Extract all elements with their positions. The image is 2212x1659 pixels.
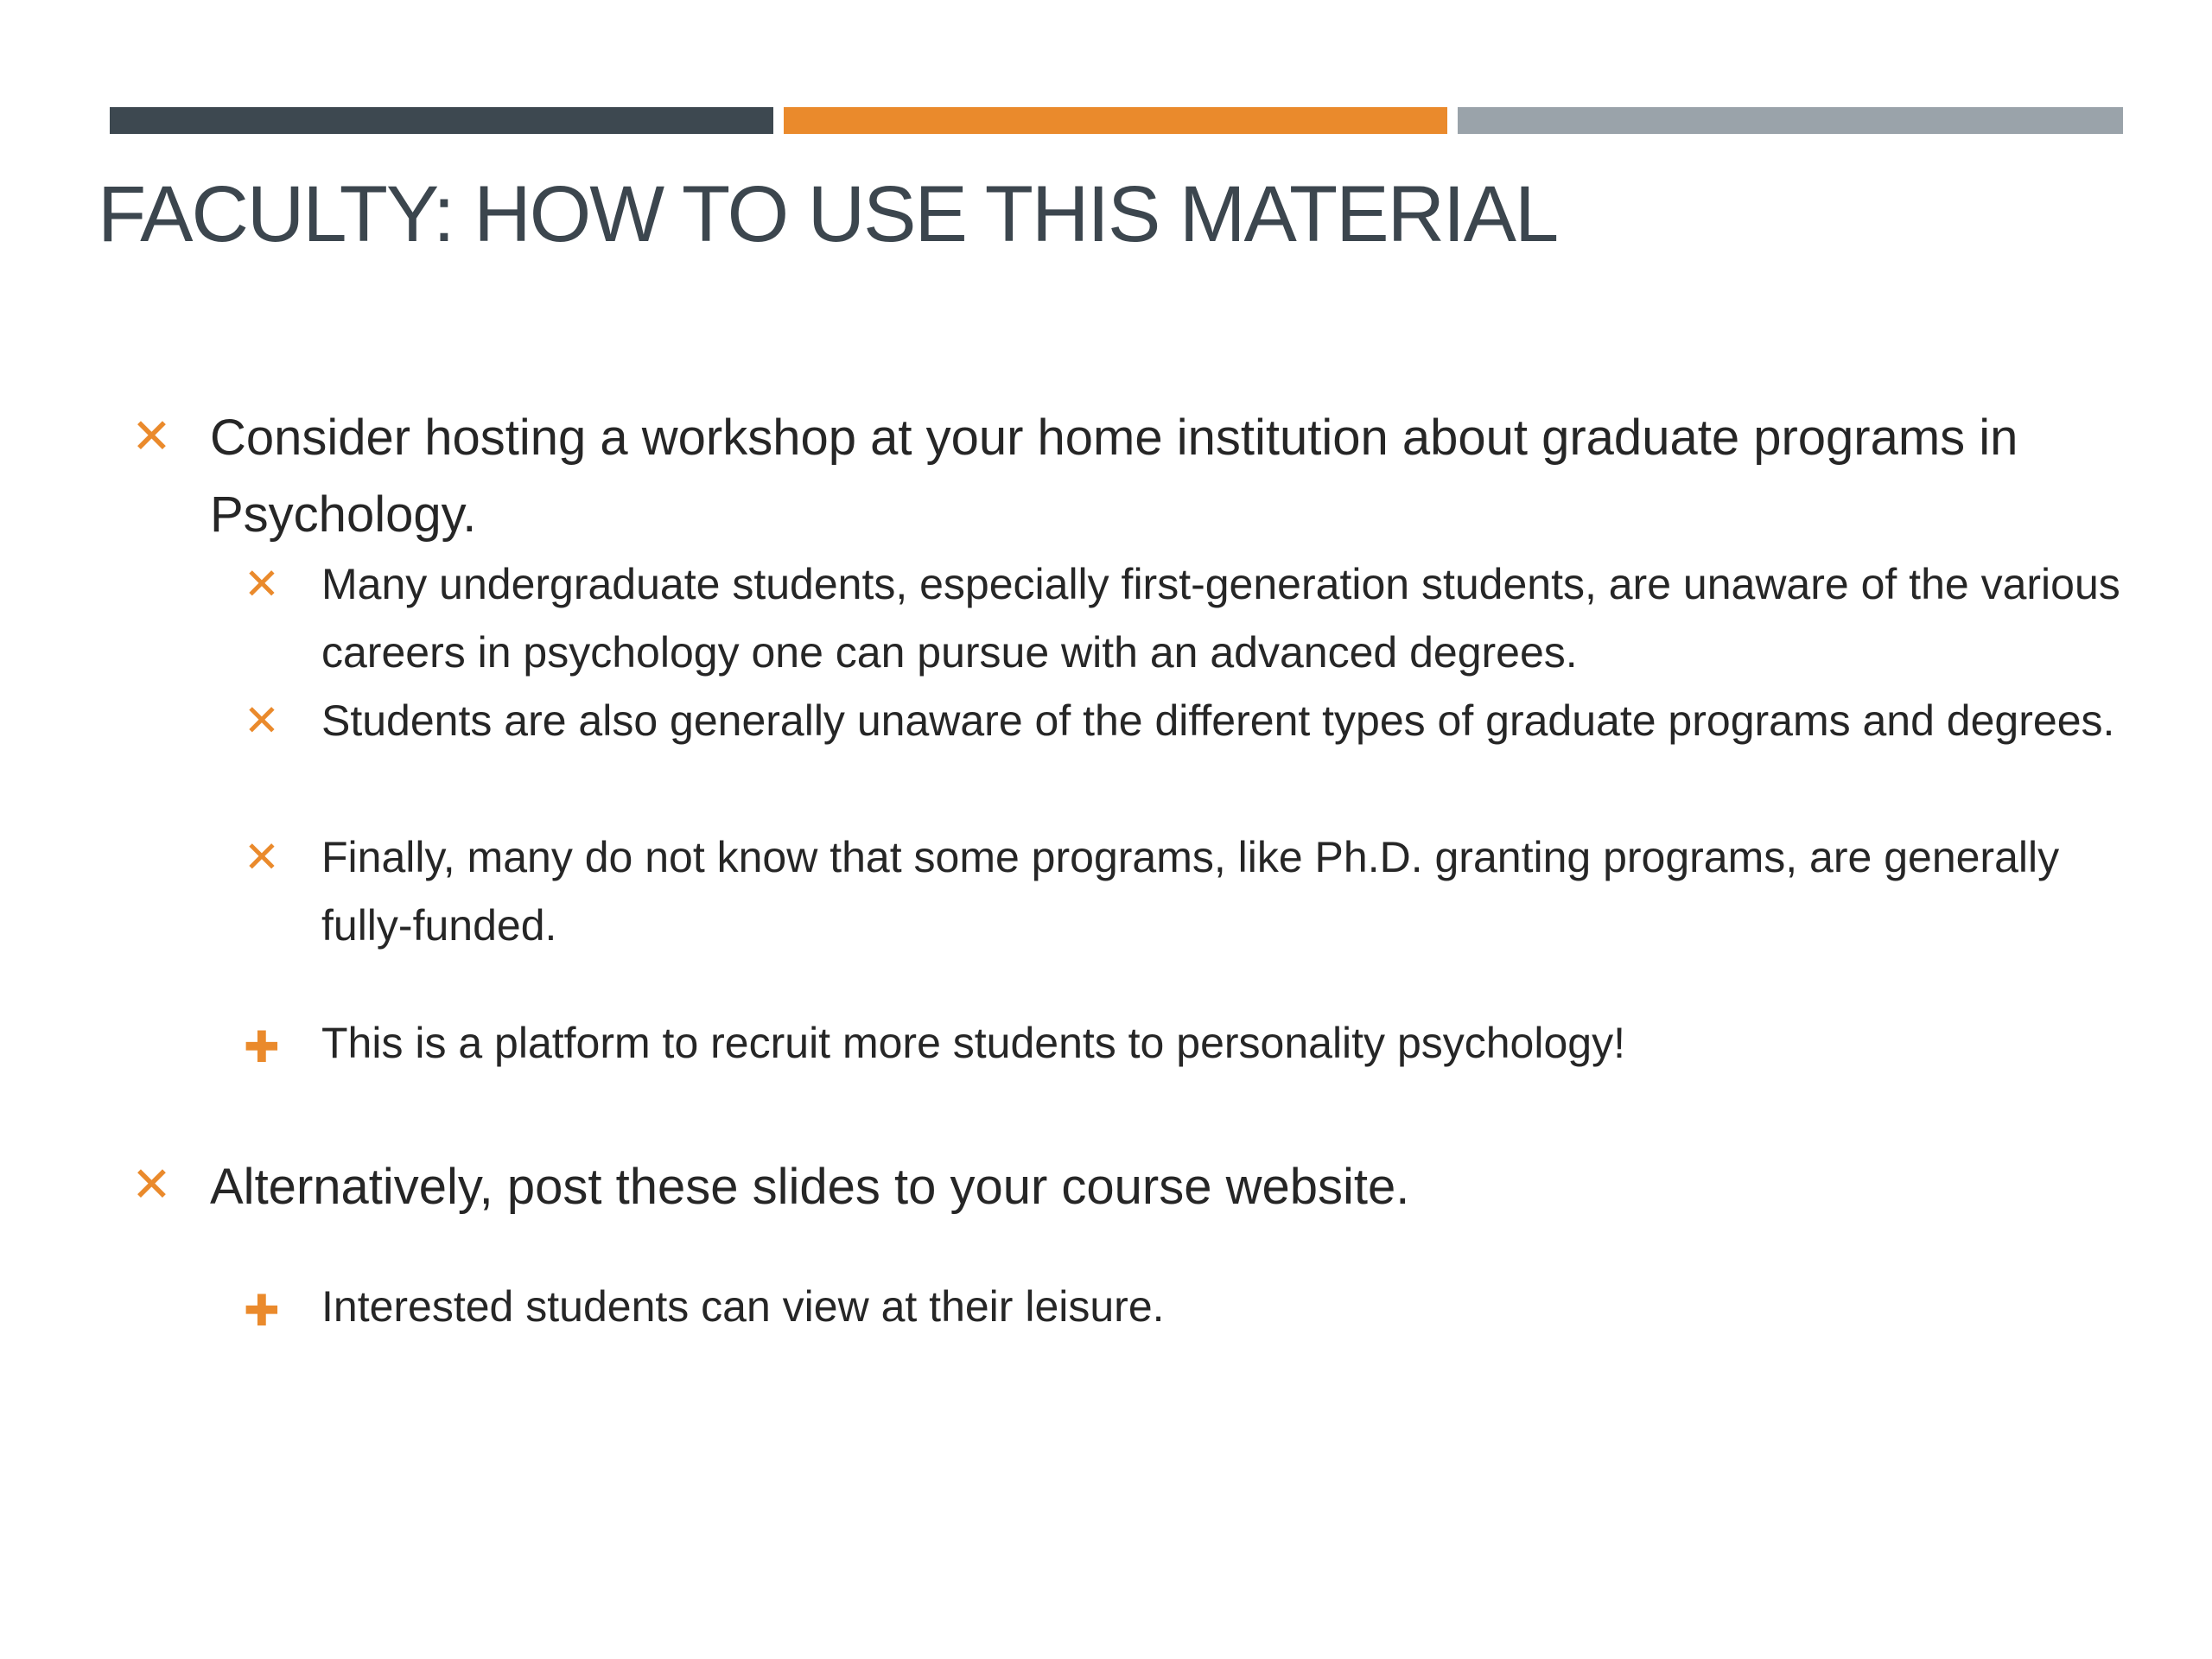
sub-bullet-text: Finally, many do not know that some programs, like Ph.D. granting programs, are generally fully-funded. <box>321 833 2060 950</box>
accent-bar-gray <box>1458 107 2123 134</box>
bullet-text: Consider hosting a workshop at your home institution about graduate programs in Psychology. <box>210 410 2018 543</box>
x-icon: ✕ <box>244 559 280 609</box>
slide-title: FACULTY: HOW TO USE THIS MATERIAL <box>98 170 1558 258</box>
x-icon: ✕ <box>244 832 280 882</box>
bullet-text: Alternatively, post these slides to your course website. <box>210 1159 1410 1215</box>
header-accent-bars <box>110 107 2123 134</box>
x-icon: ✕ <box>131 409 172 465</box>
sub-bullet-text: Interested students can view at their leisure. <box>321 1282 1165 1331</box>
accent-bar-dark <box>110 107 773 134</box>
sub-bullet-text: This is a platform to recruit more students to personality psychology! <box>321 1019 1625 1067</box>
plus-icon: ✚ <box>244 1022 280 1072</box>
sub-bullet-text: Students are also generally unaware of the different types of graduate programs and degrees. <box>321 696 2115 745</box>
sub-bullet-text: Many undergraduate students, especially first-generation students, are unaware of the various careers in psychology one can pursue with an advanced degrees. <box>321 560 2120 677</box>
plus-icon: ✚ <box>244 1286 280 1336</box>
accent-bar-orange <box>784 107 1447 134</box>
x-icon: ✕ <box>131 1157 172 1213</box>
x-icon: ✕ <box>244 696 280 746</box>
